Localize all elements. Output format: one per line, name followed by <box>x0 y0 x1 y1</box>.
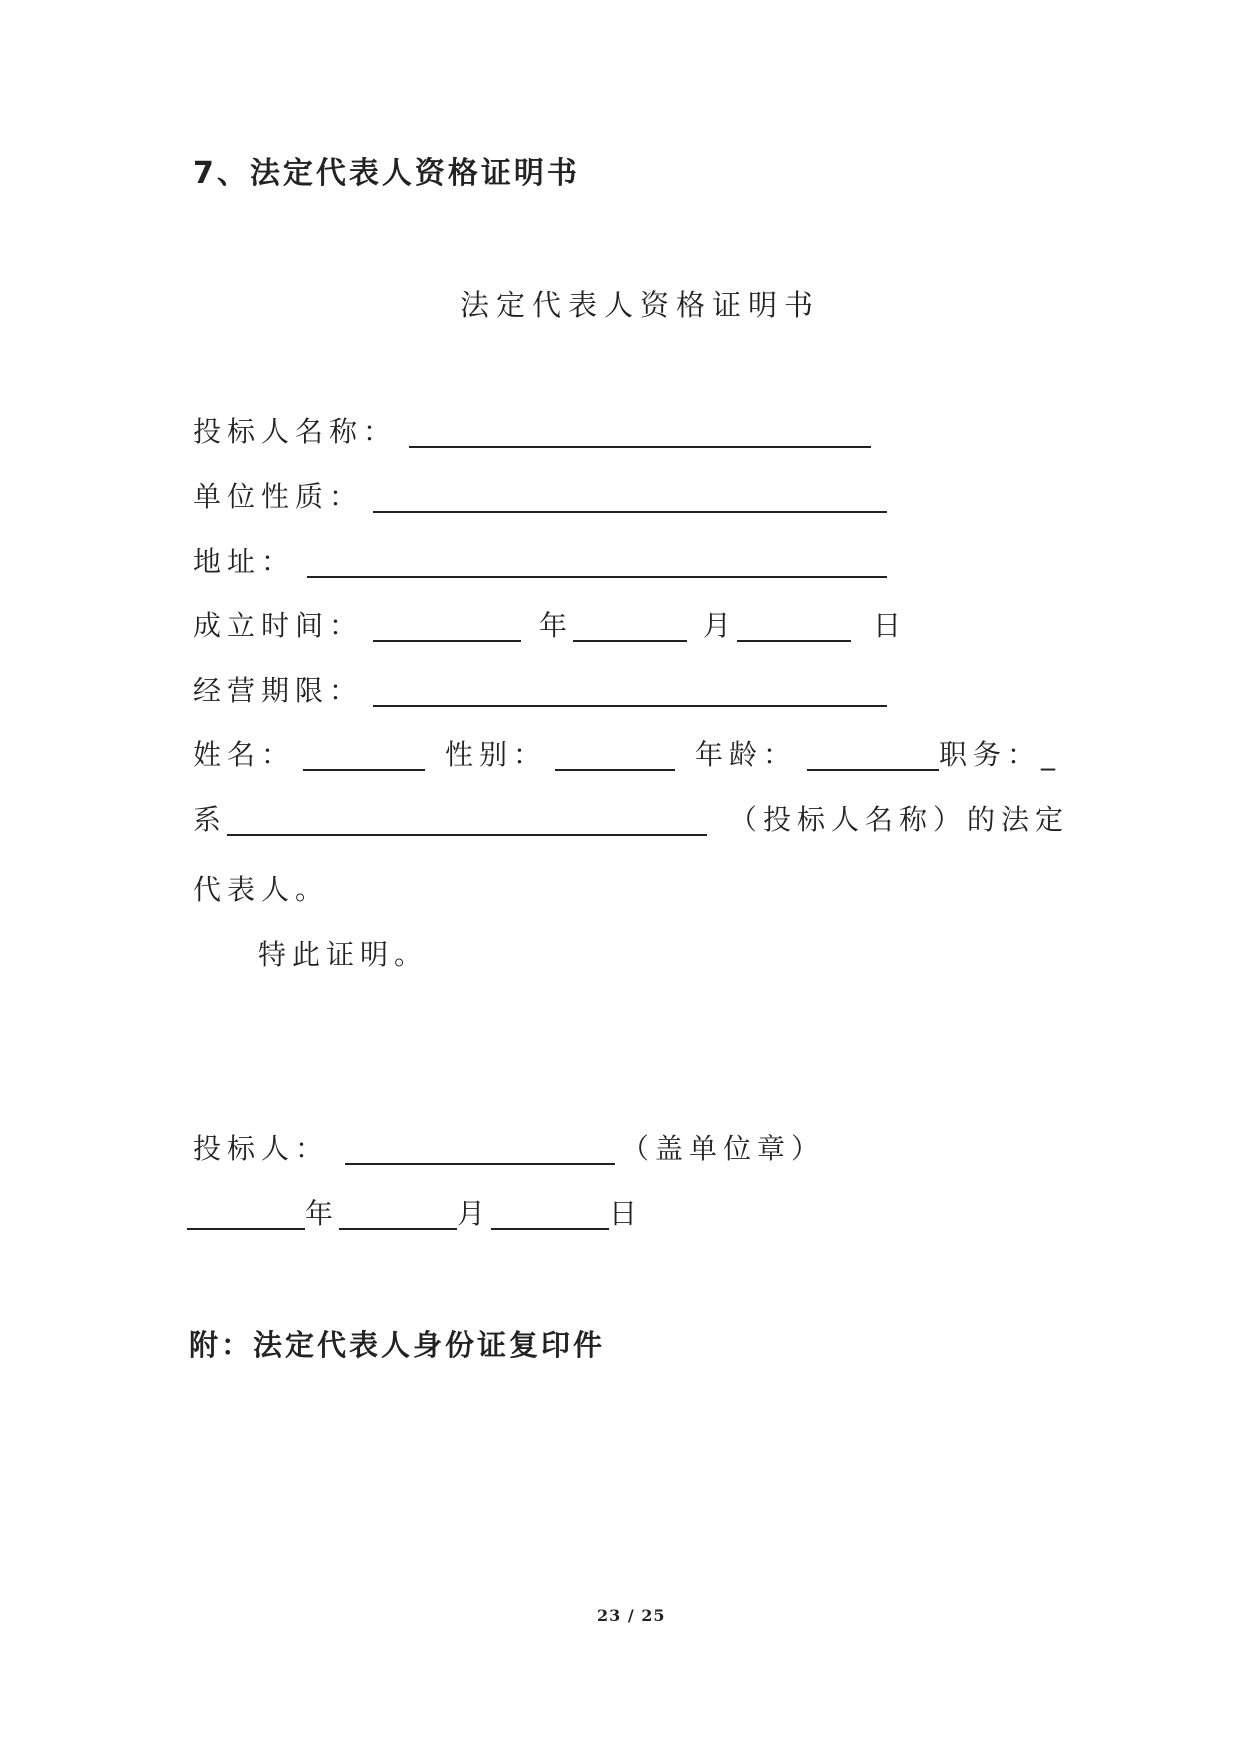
position-label: 职务：_ <box>939 738 1062 771</box>
statement-row <box>193 800 1069 840</box>
statement-suffix: （投标人名称）的法定 <box>729 803 1070 836</box>
business-term-label: 经营期限： <box>193 674 364 707</box>
attachment-note: 附：法定代表人身份证复印件 <box>189 1328 606 1362</box>
signature-day-blank[interactable] <box>491 1200 609 1230</box>
established-year-blank[interactable] <box>373 612 521 642</box>
established-row <box>193 606 907 646</box>
signature-month-char: 月 <box>457 1197 492 1230</box>
established-label: 成立时间： <box>193 609 364 642</box>
bidder-name-label: 投标人名称： <box>193 415 398 448</box>
bidder-name-row <box>193 412 871 452</box>
age-label: 年龄： <box>695 738 798 771</box>
representative-row <box>193 735 1061 775</box>
section-heading: 7、法定代表人资格证明书 <box>193 156 580 191</box>
day-char: 日 <box>873 609 908 642</box>
name-blank[interactable] <box>303 741 425 771</box>
gender-label: 性别： <box>445 738 548 771</box>
established-day-blank[interactable] <box>737 612 851 642</box>
age-blank[interactable] <box>807 741 939 771</box>
unit-nature-label: 单位性质： <box>193 480 364 513</box>
signature-date-row <box>187 1194 643 1234</box>
name-label: 姓名： <box>193 738 296 771</box>
unit-nature-row <box>193 477 887 517</box>
established-month-blank[interactable] <box>573 612 687 642</box>
business-term-row <box>193 671 887 711</box>
signature-row <box>193 1129 825 1169</box>
bidder-name-blank[interactable] <box>409 418 871 448</box>
certify-text: 特此证明。 <box>258 938 429 971</box>
signature-month-blank[interactable] <box>339 1200 457 1230</box>
statement-prefix: 系 <box>193 803 228 836</box>
signature-day-char: 日 <box>609 1197 644 1230</box>
gender-blank[interactable] <box>555 741 675 771</box>
statement-continuation: 代表人。 <box>193 873 330 906</box>
page-number: 23 / 25 <box>597 1606 666 1625</box>
signature-bidder-label: 投标人： <box>193 1132 330 1165</box>
month-char: 月 <box>703 609 738 642</box>
year-char: 年 <box>539 609 574 642</box>
statement-blank[interactable] <box>227 806 707 836</box>
signature-year-char: 年 <box>305 1197 340 1230</box>
address-label: 地址： <box>193 545 296 578</box>
document-title: 法定代表人资格证明书 <box>460 288 821 322</box>
address-blank[interactable] <box>307 548 887 578</box>
signature-year-blank[interactable] <box>187 1200 305 1230</box>
unit-nature-blank[interactable] <box>373 483 887 513</box>
business-term-blank[interactable] <box>373 677 887 707</box>
address-row <box>193 542 887 582</box>
seal-note: （盖单位章） <box>621 1132 826 1165</box>
signature-bidder-blank[interactable] <box>345 1135 615 1165</box>
